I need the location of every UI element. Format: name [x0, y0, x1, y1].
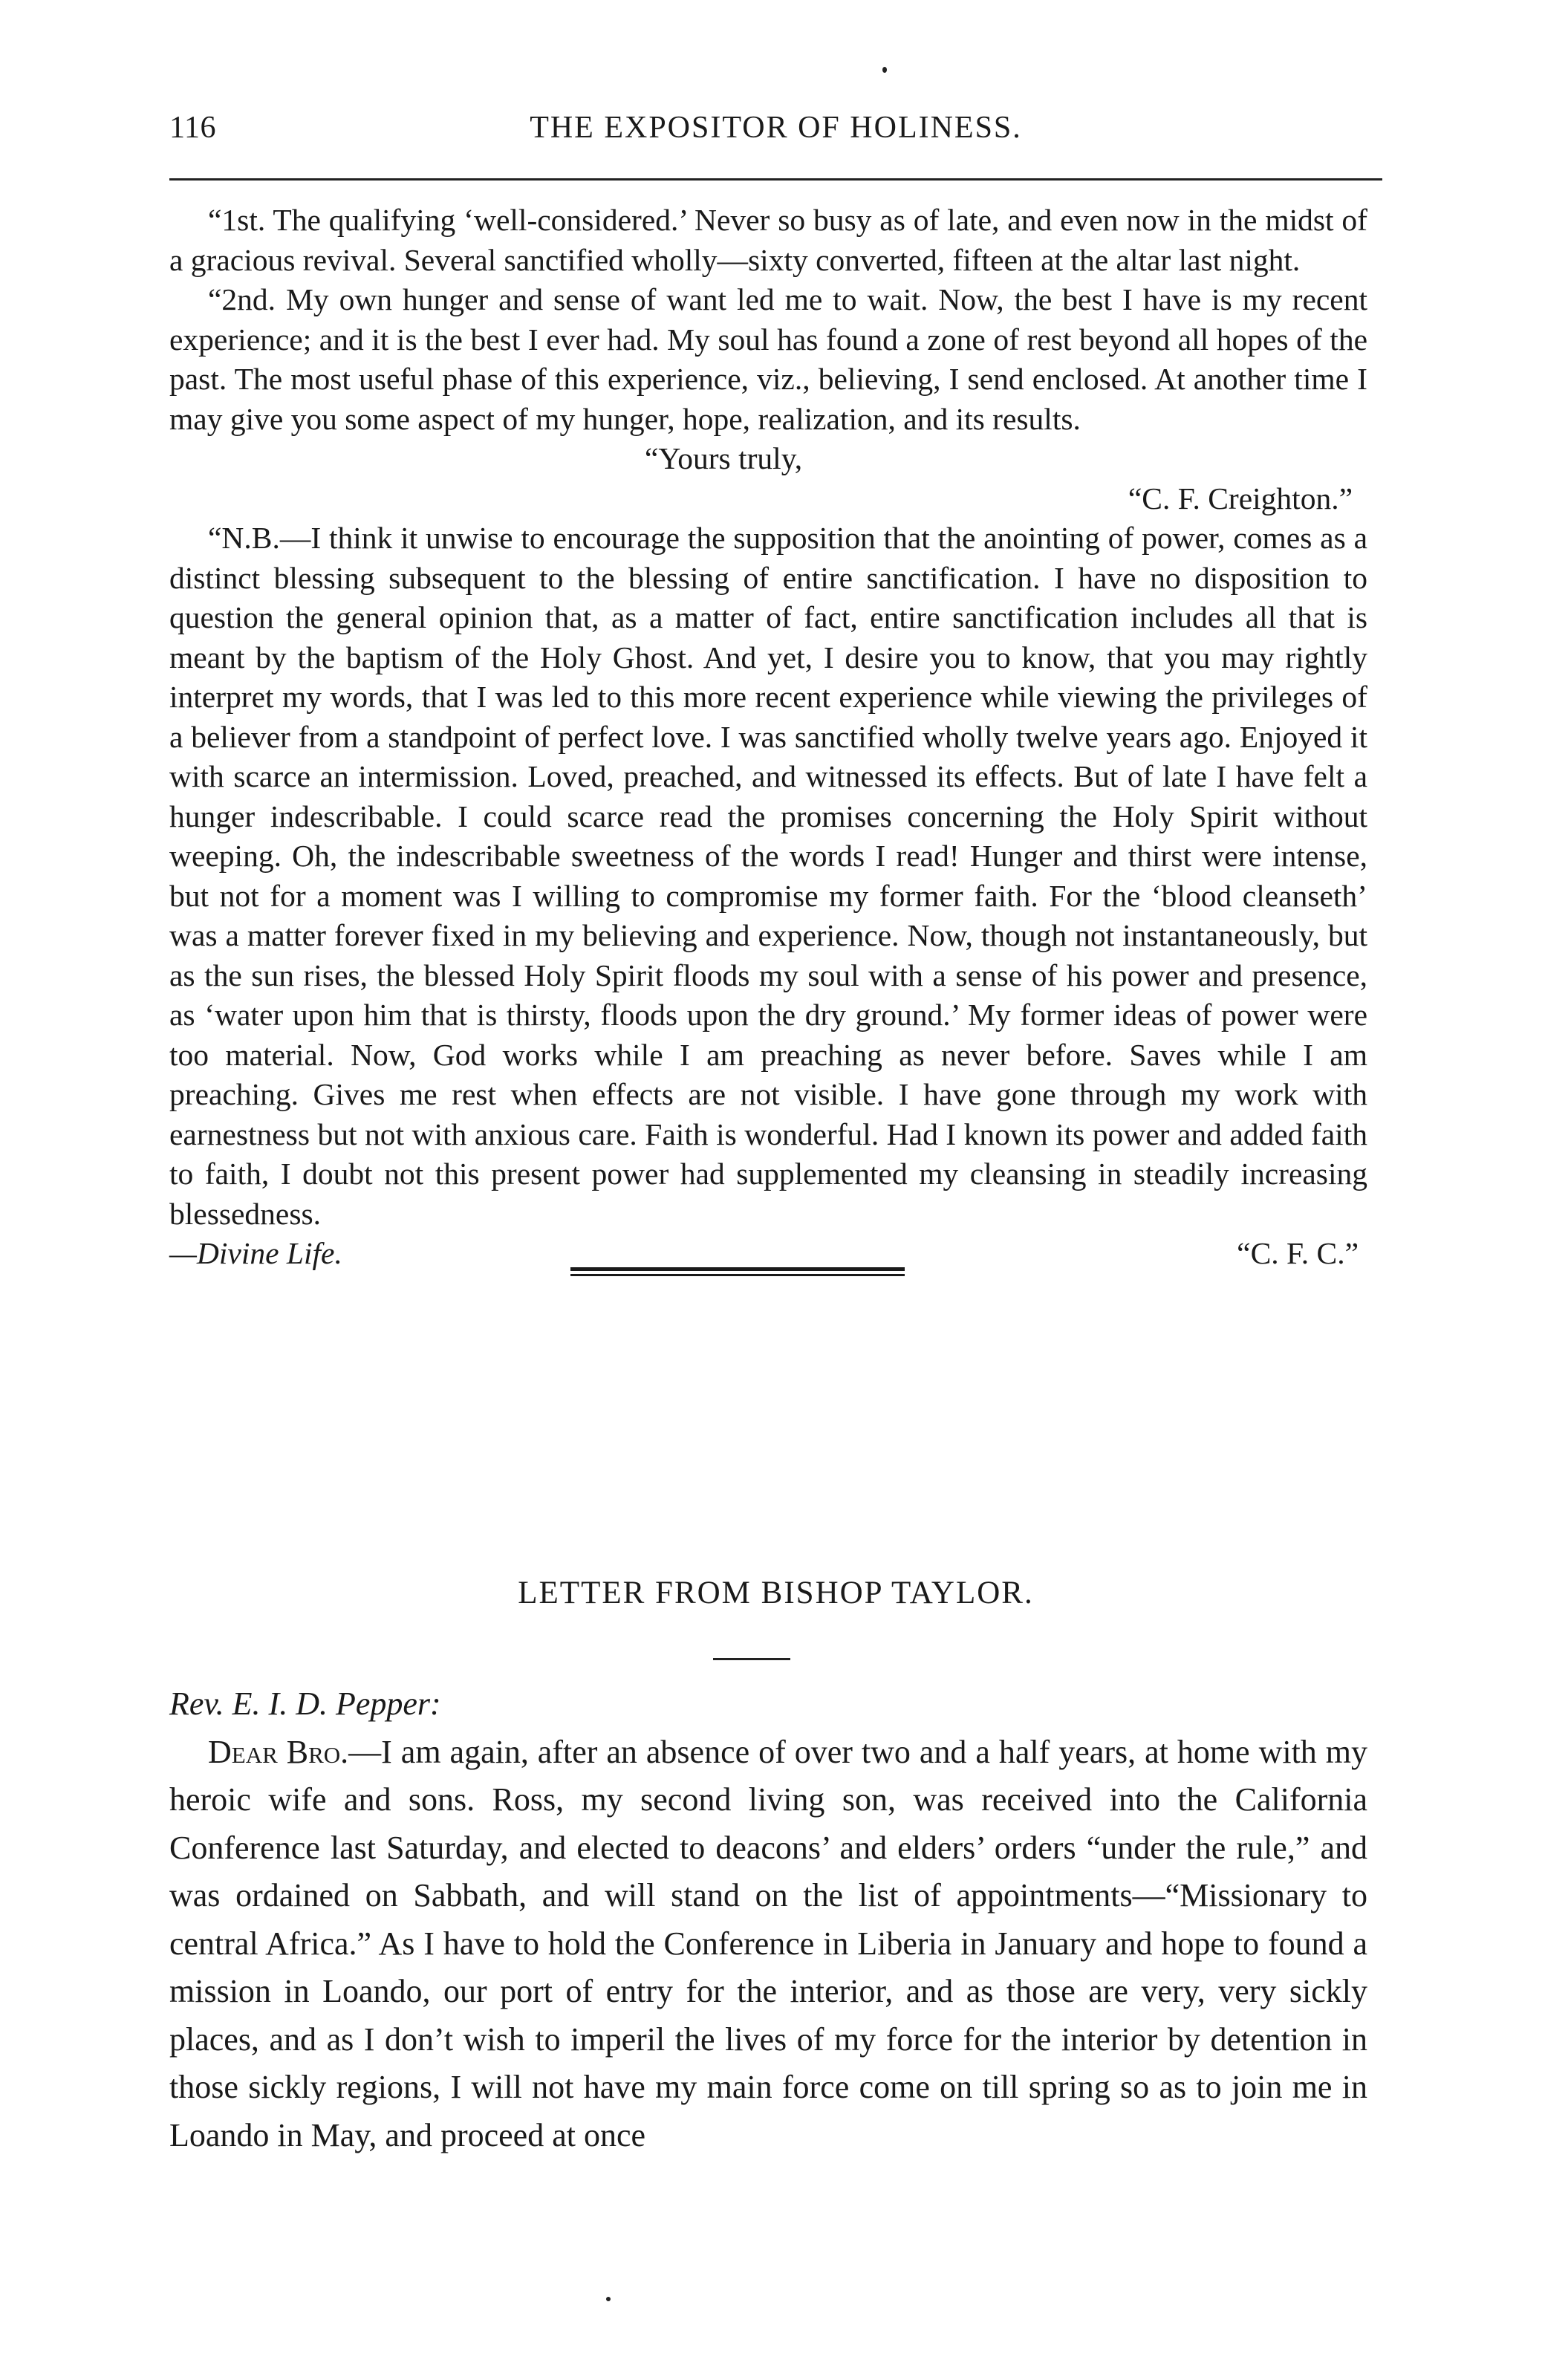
letter-closing: “Yours truly,	[645, 441, 803, 475]
running-title: THE EXPOSITOR OF HOLINESS.	[530, 111, 1022, 145]
greeting: Dear Bro.	[208, 1733, 349, 1770]
section-divider	[570, 1267, 905, 1276]
author-initials: “C. F. C.”	[1237, 1236, 1359, 1270]
body-paragraph	[169, 1729, 1367, 2160]
page-number: 116	[169, 111, 216, 145]
ink-speck	[882, 67, 887, 73]
quoted-letter	[169, 201, 1367, 1274]
letter-paragraph-1: “1st. The qualifying ‘well-considered.’ Never so busy as of late, and even now in the midst of a gracious revival. Several sanctified wholly—sixty converted, fifteen at the altar last night.	[169, 203, 1367, 277]
salutation: Rev. E. I. D. Pepper:	[169, 1685, 441, 1722]
source-citation: —Divine Life.	[169, 1236, 342, 1270]
letter-paragraph-2: “2nd. My own hunger and sense of want led me to wait. Now, the best I have is my recent experience; and it is the best I ever had. My soul has found a zone of rest beyond all hopes of the past. The most useful phase of this experience, viz., believing, I send enclosed. At another time I may give you some aspect of my hunger, hope, realization, and its results.	[169, 282, 1367, 436]
article-title: LETTER FROM BISHOP TAYLOR.	[518, 1576, 1034, 1610]
ink-speck	[606, 2297, 611, 2301]
letter-signature: “C. F. Creighton.”	[1128, 481, 1353, 516]
article-body	[169, 1680, 1367, 2159]
page-header	[169, 110, 1382, 152]
header-rule	[169, 178, 1382, 181]
title-rule	[713, 1658, 790, 1660]
nb-paragraph: “N.B.—I think it unwise to encourage the supposition that the anointing of power, comes as a distinct blessing subsequent to the blessing of entire sanctification. I have no disposition to question the general opinion that, as a matter of fact, entire sanctification includes all that is meant by the baptism of the Holy Ghost. And yet, I desire you to know, that you may rightly interpret my words, that I was led to this more recent experience while viewing the privileges of a believer from a standpoint of perfect love. I was sanctified wholly twelve years ago. Enjoyed it with scarce an intermission. Loved, preached, and witnessed its effects. But of late I have felt a hunger indescribable. I could scarce read the promises concerning the Holy Spirit without weeping. Oh, the indescribable sweetness of the words I read! Hunger and thirst were intense, but not for a moment was I willing to compromise my former faith. For the ‘blood cleanseth’ was a matter forever fixed in my believing and experience. Now, though not instantaneously, but as the sun rises, the blessed Holy Spirit floods my soul with a sense of his power and presence, as ‘water upon him that is thirsty, floods upon the dry ground.’ My former ideas of power were too material. Now, God works while I am preaching as never before. Saves while I am preaching. Gives me rest when effects are not visible. I have gone through my work with earnestness but not with anxious care. Faith is wonderful. Had I known its power and added faith to faith, I doubt not this present power had supplemented my cleansing in steadily increasing blessedness.	[169, 521, 1367, 1231]
body-text: —I am again, after an absence of over two and a half years, at home with my heroic wife and sons. Ross, my second living son, was received into the California Conference last Saturday, and elected to deacons’ and elders’ orders “under the rule,” and was ordained on Sabbath, and will stand on the list of appointments—“Missionary to central Africa.” As I have to hold the Conference in Liberia in January and hope to found a mission in Loando, our port of entry for the interior, and as those are very, very sickly places, and as I don’t wish to imperil the lives of my force for the interior by detention in those sickly regions, I will not have my main force come on till spring so as to join me in Loando in May, and proceed at once	[169, 1733, 1367, 2153]
